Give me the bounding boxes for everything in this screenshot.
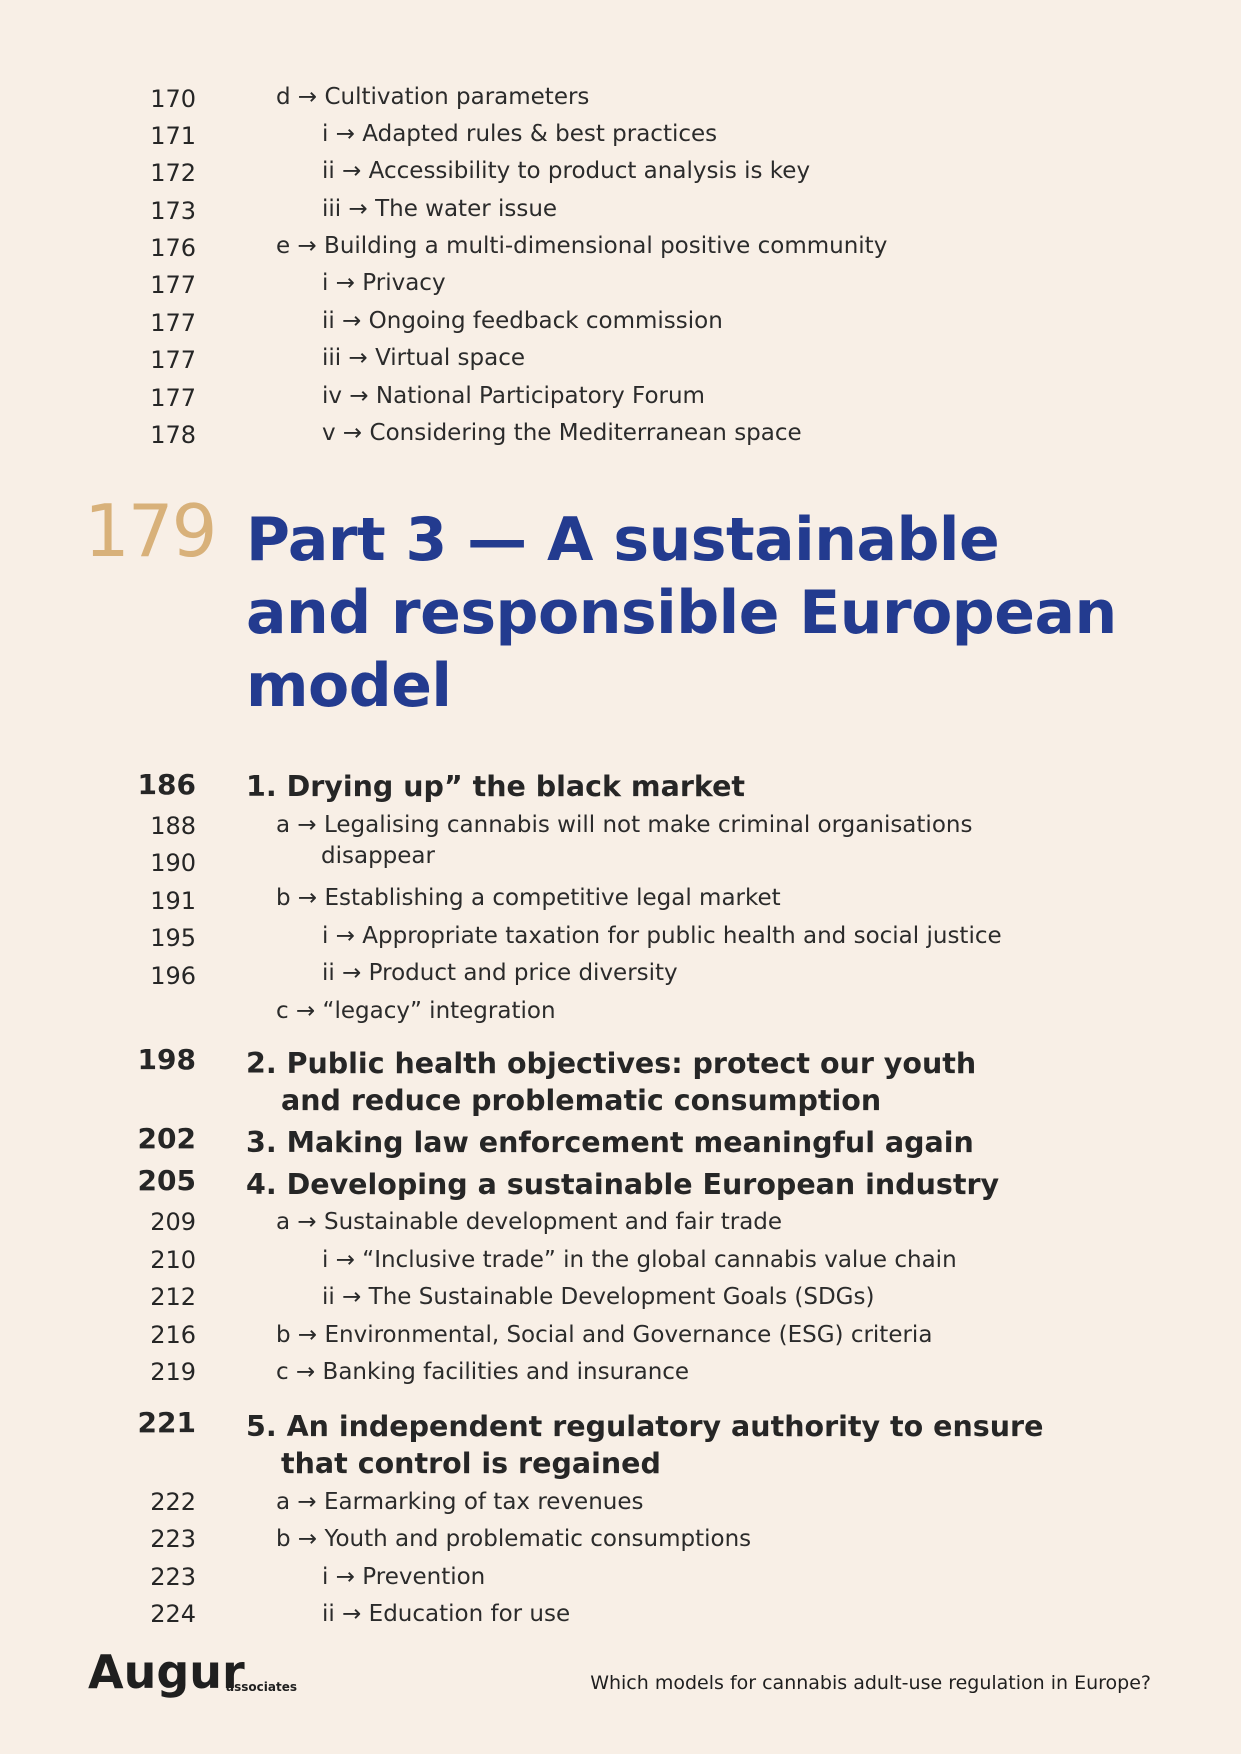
page-number: 173 [150, 197, 196, 225]
page-number: 188 [150, 812, 196, 840]
page-number: 177 [150, 346, 196, 374]
logo-subtitle: associates [226, 1680, 297, 1694]
page-number: 191 [150, 887, 196, 915]
page-number: 195 [150, 924, 196, 952]
toc-entry[interactable]: c → Banking facilities and insurance [276, 1359, 690, 1385]
toc-entry[interactable]: b → Youth and problematic consumptions [276, 1526, 752, 1552]
part-page-number: 179 [84, 489, 216, 573]
toc-entry[interactable] [276, 810, 972, 872]
page-number: 223 [150, 1525, 196, 1553]
section-heading-line: that control is regained [281, 1447, 661, 1480]
part-title-line: and responsible European [246, 578, 1117, 648]
toc-entry[interactable]: b → Environmental, Social and Governance (ESG) criteria [276, 1322, 933, 1348]
page-number: 216 [150, 1321, 196, 1349]
page-number: 202 [137, 1122, 196, 1155]
section-heading-line: 2. Public health objectives: protect our youth [246, 1047, 977, 1080]
page-number: 222 [150, 1488, 196, 1516]
page-number: 177 [150, 309, 196, 337]
page-number: 170 [150, 85, 196, 113]
toc-entry[interactable]: ii → Education for use [322, 1601, 571, 1627]
augur-logo: Augur [88, 1645, 245, 1699]
section-heading[interactable] [246, 1045, 976, 1119]
page-number: 172 [150, 159, 196, 187]
toc-entry[interactable]: ii → Ongoing feedback commission [322, 308, 723, 334]
section-heading-line: 5. An independent regulatory authority to ensure [246, 1410, 1044, 1443]
section-heading[interactable]: 3. Making law enforcement meaningful again [246, 1126, 974, 1159]
page-number: 190 [150, 849, 196, 877]
toc-entry[interactable]: a → Earmarking of tax revenues [276, 1489, 644, 1515]
page-number: 205 [137, 1164, 196, 1197]
toc-entry[interactable]: ii → The Sustainable Development Goals (SDGs) [322, 1284, 875, 1310]
toc-entry-line: disappear [321, 843, 435, 869]
page-number: 176 [150, 234, 196, 262]
document-title: Which models for cannabis adult-use regulation in Europe? [590, 1672, 1151, 1694]
toc-entry[interactable]: iii → Virtual space [322, 345, 526, 371]
page-number: 212 [150, 1283, 196, 1311]
toc-entry[interactable]: i → “Inclusive trade” in the global cannabis value chain [322, 1247, 957, 1273]
section-heading[interactable]: 1. Drying up” the black market [246, 770, 746, 803]
page-number: 171 [150, 122, 196, 150]
section-heading[interactable] [246, 1408, 1043, 1482]
section-heading[interactable]: 4. Developing a sustainable European industry [246, 1168, 1000, 1201]
toc-entry[interactable]: v → Considering the Mediterranean space [322, 420, 802, 446]
toc-entry[interactable]: i → Prevention [322, 1564, 486, 1590]
toc-entry[interactable]: iii → The water issue [322, 196, 558, 222]
toc-entry[interactable]: iv → National Participatory Forum [322, 383, 705, 409]
part-title-line: model [246, 651, 452, 721]
page-number: 223 [150, 1563, 196, 1591]
page-number: 209 [150, 1208, 196, 1236]
page-number: 210 [150, 1246, 196, 1274]
part-title[interactable] [246, 504, 1146, 723]
toc-entry[interactable]: i → Adapted rules & best practices [322, 121, 718, 147]
page-number: 186 [137, 768, 196, 801]
toc-entry[interactable]: ii → Accessibility to product analysis is key [322, 158, 811, 184]
page-number: 177 [150, 384, 196, 412]
toc-entry[interactable]: i → Privacy [322, 270, 446, 296]
toc-entry-line: a → Legalising cannabis will not make criminal organisations [276, 812, 973, 838]
page-number: 177 [150, 271, 196, 299]
page-number: 178 [150, 421, 196, 449]
toc-entry[interactable]: ii → Product and price diversity [322, 960, 678, 986]
toc-entry[interactable]: e → Building a multi-dimensional positive community [276, 233, 888, 259]
page-number: 196 [150, 962, 196, 990]
toc-entry[interactable]: a → Sustainable development and fair trade [276, 1209, 783, 1235]
page-number: 219 [150, 1358, 196, 1386]
page-number: 198 [137, 1043, 196, 1076]
toc-entry[interactable]: i → Appropriate taxation for public health and social justice [322, 923, 1002, 949]
page-number: 221 [137, 1406, 196, 1439]
page-number: 224 [150, 1600, 196, 1628]
part-title-line: Part 3 — A sustainable [246, 505, 1000, 575]
toc-entry[interactable]: b → Establishing a competitive legal market [276, 885, 781, 911]
toc-entry[interactable]: c → “legacy” integration [276, 998, 556, 1024]
section-heading-line: and reduce problematic consumption [281, 1084, 882, 1117]
toc-entry[interactable]: d → Cultivation parameters [276, 84, 590, 110]
